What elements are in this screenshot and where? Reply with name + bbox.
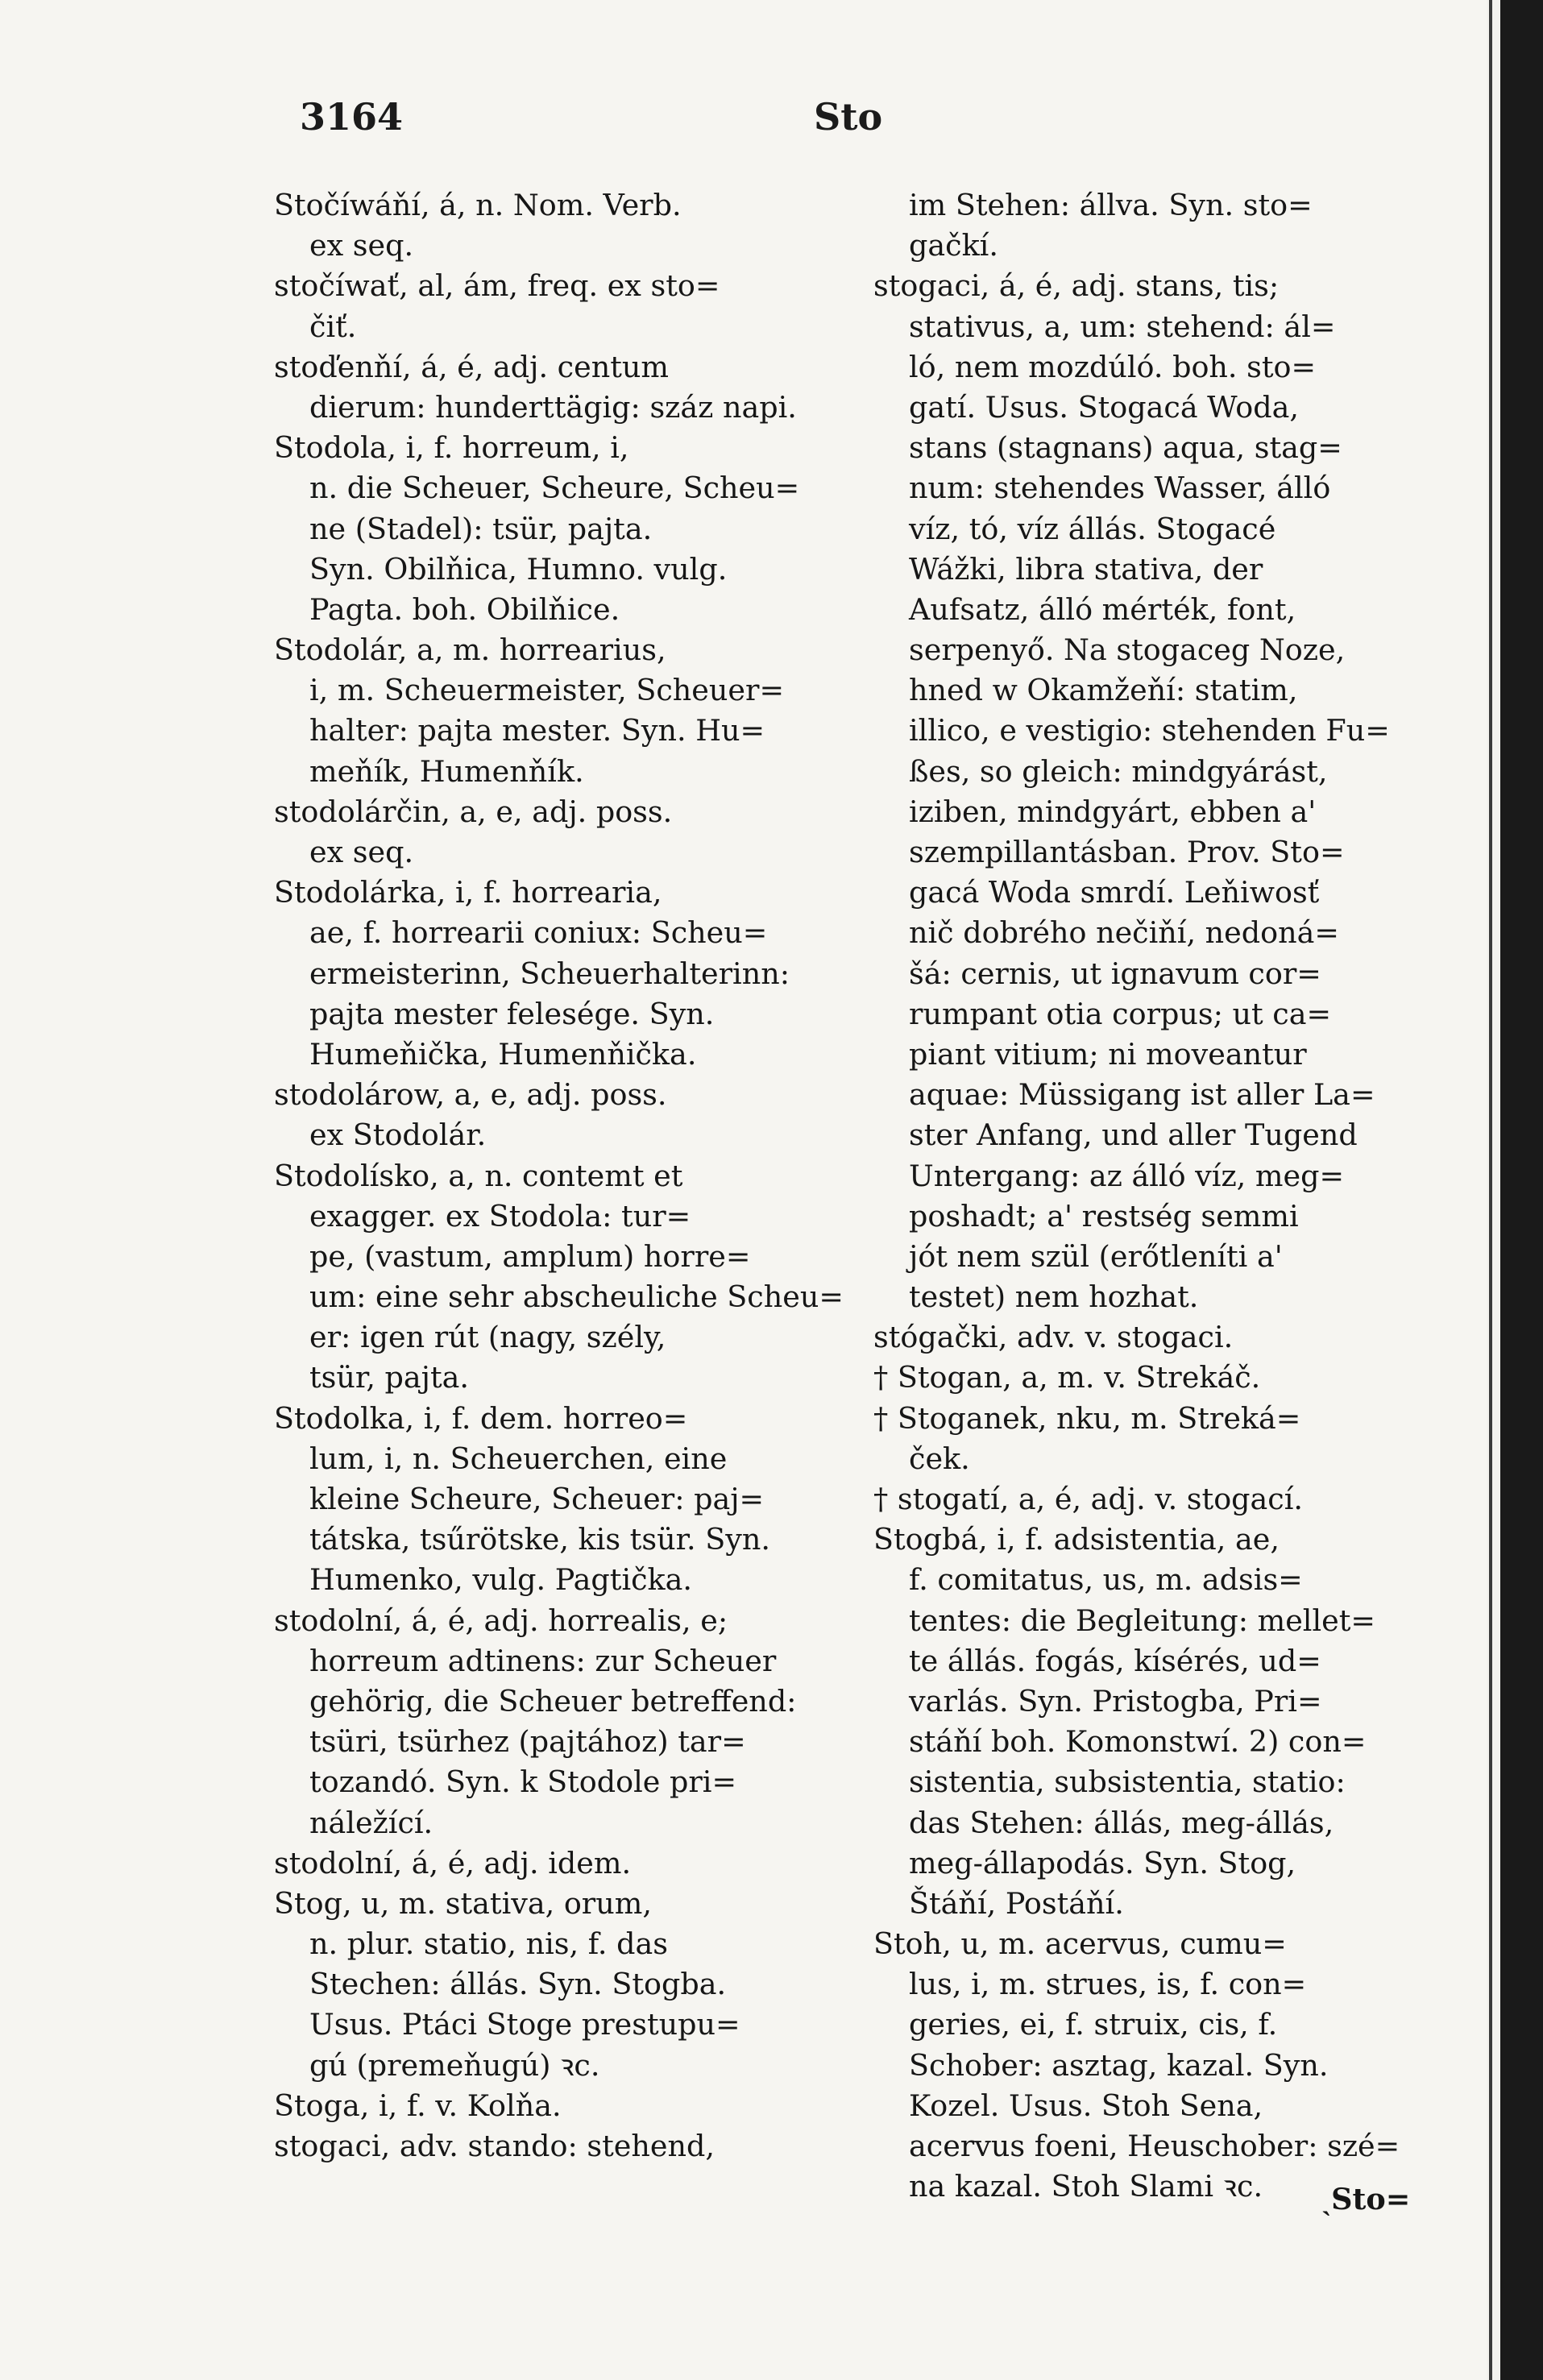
- dictionary-line: stogaci, á, é, adj. stans, tis;: [873, 268, 1280, 304]
- dictionary-line: Stočíwáňí, á, n. Nom. Verb.: [274, 188, 682, 222]
- dictionary-line: ló, nem mozdúló. boh. sto=: [909, 349, 1317, 384]
- dictionary-line: stoďenňí, á, é, adj. centum: [274, 349, 669, 384]
- dictionary-line: ex Stodolár.: [309, 1117, 487, 1153]
- dictionary-line: Wážki, libra stativa, der: [909, 551, 1263, 587]
- dictionary-line: tátska, tsűrötske, kis tsür. Syn.: [309, 1522, 770, 1557]
- dictionary-line: tozandó. Syn. k Stodole pri=: [309, 1764, 737, 1800]
- dictionary-line: aquae: Müssigang ist aller La=: [909, 1077, 1375, 1113]
- dictionary-line: čiť.: [309, 309, 357, 344]
- right-column: [873, 185, 1447, 2207]
- dictionary-line: Stechen: állás. Syn. Stogba.: [309, 1967, 727, 2002]
- dictionary-line: lum, i, n. Scheuerchen, eine: [309, 1441, 728, 1476]
- dictionary-line: gehörig, die Scheuer betreffend:: [309, 1683, 797, 1719]
- dictionary-line: i, m. Scheuermeister, Scheuer=: [309, 673, 785, 708]
- page-edge-line: [1489, 0, 1492, 2380]
- dictionary-line: ne (Stadel): tsür, pajta.: [309, 511, 653, 546]
- dictionary-line: Stodolísko, a, n. contemt et: [274, 1158, 683, 1193]
- dictionary-line: stodolní, á, é, adj. horrealis, e;: [274, 1603, 728, 1638]
- dictionary-line: pajta mester felesége. Syn.: [309, 996, 715, 1031]
- dictionary-line: piant vitium; ni moveantur: [909, 1036, 1307, 1072]
- dictionary-line: šá: cernis, ut ignavum cor=: [909, 956, 1321, 991]
- dictionary-line: Stodolárka, i, f. horrearia,: [274, 875, 662, 910]
- dictionary-line: serpenyő. Na stogaceg Noze,: [909, 632, 1346, 668]
- dictionary-line: pe, (vastum, amplum) horre=: [309, 1238, 751, 1274]
- dictionary-line: num: stehendes Wasser, álló: [909, 471, 1331, 506]
- dictionary-line: tsür, pajta.: [309, 1360, 470, 1395]
- dictionary-line: stodolní, á, é, adj. idem.: [274, 1845, 632, 1880]
- dictionary-line: gačkí.: [909, 228, 998, 263]
- dictionary-line: er: igen rút (nagy, szély,: [309, 1320, 666, 1355]
- dictionary-line: um: eine sehr abscheuliche Scheu=: [309, 1279, 844, 1315]
- dictionary-line: horreum adtinens: zur Scheuer: [309, 1643, 777, 1678]
- dictionary-line: stans (stagnans) aqua, stag=: [909, 430, 1342, 466]
- dictionary-line: stočíwať, al, ám, freq. ex sto=: [274, 268, 720, 304]
- dictionary-line: Stodolár, a, m. horrearius,: [274, 632, 666, 668]
- dictionary-line: sistentia, subsistentia, statio:: [909, 1764, 1346, 1800]
- dictionary-line: im Stehen: állva. Syn. sto=: [909, 188, 1313, 222]
- dictionary-line: ßes, so gleich: mindgyárást,: [909, 753, 1328, 789]
- dictionary-line: víz, tó, víz állás. Stogacé: [909, 511, 1276, 546]
- book-spine-edge: [1500, 0, 1543, 2380]
- dictionary-line: tentes: die Begleitung: mellet=: [909, 1603, 1376, 1638]
- dictionary-line: halter: pajta mester. Syn. Hu=: [309, 713, 765, 748]
- dictionary-line: gatí. Usus. Stogacá Woda,: [909, 389, 1299, 425]
- dictionary-line: náležící.: [309, 1805, 433, 1840]
- dictionary-line: stógački, adv. v. stogaci.: [873, 1320, 1234, 1355]
- dictionary-line: lus, i, m. strues, is, f. con=: [909, 1967, 1307, 2002]
- head-word: Sto: [814, 95, 883, 139]
- dictionary-line: stáňí boh. Komonstwí. 2) con=: [909, 1724, 1367, 1760]
- dictionary-line: Kozel. Usus. Stoh Sena,: [909, 2088, 1263, 2123]
- dictionary-line: Stog, u, m. stativa, orum,: [274, 1885, 652, 1921]
- dictionary-line: Humenko, vulg. Pagtička.: [309, 1562, 693, 1598]
- dictionary-line: acervus foeni, Heuschober: szé=: [909, 2129, 1400, 2163]
- dictionary-line: Stodolka, i, f. dem. horreo=: [274, 1400, 688, 1436]
- dictionary-line: Štáňí, Postáňí.: [909, 1885, 1124, 1921]
- dictionary-line: Stogbá, i, f. adsistentia, ae,: [873, 1522, 1280, 1557]
- dictionary-line: gú (premeňugú) ꝛc.: [309, 2047, 600, 2083]
- dictionary-line: gacá Woda smrdí. Leňiwosť: [909, 875, 1320, 910]
- dictionary-line: das Stehen: állás, meg-állás,: [909, 1805, 1334, 1840]
- dictionary-line: Pagta. boh. Obilňice.: [309, 591, 620, 627]
- dictionary-line: geries, ei, f. struix, cis, f.: [909, 2007, 1278, 2042]
- dictionary-line: Usus. Ptáci Stoge prestupu=: [309, 2007, 740, 2042]
- dictionary-line: ae, f. horrearii coniux: Scheu=: [309, 915, 768, 951]
- dictionary-line: dierum: hunderttägig: száz napi.: [309, 389, 797, 425]
- dictionary-line: † Stoganek, nku, m. Streká=: [873, 1400, 1301, 1436]
- dictionary-line: ex seq.: [309, 228, 414, 263]
- dictionary-line: Syn. Obilňica, Humno. vulg.: [309, 551, 728, 587]
- dictionary-line: poshadt; a' restség semmi: [909, 1198, 1299, 1234]
- dictionary-line: Humeňička, Humenňička.: [309, 1036, 697, 1072]
- dictionary-line: ček.: [909, 1441, 970, 1476]
- dictionary-line: szempillantásban. Prov. Sto=: [909, 835, 1345, 869]
- dictionary-line: stodolárčin, a, e, adj. poss.: [274, 794, 673, 829]
- dictionary-line: Untergang: az álló víz, meg=: [909, 1158, 1345, 1193]
- dictionary-line: jót nem szül (erőtleníti a': [909, 1238, 1283, 1274]
- dictionary-line: Stodola, i, f. horreum, i,: [274, 430, 629, 466]
- dictionary-line: † stogatí, a, é, adj. v. stogací.: [873, 1482, 1304, 1516]
- dictionary-line: Stoga, i, f. v. Kolňa.: [274, 2088, 562, 2123]
- dictionary-line: nič dobrého nečiňí, nedoná=: [909, 915, 1339, 951]
- dictionary-line: Stoh, u, m. acervus, cumu=: [873, 1926, 1287, 1962]
- catchword: ˎSto=: [1321, 2182, 1411, 2216]
- running-head: [0, 95, 1487, 143]
- dictionary-line: stogaci, adv. stando: stehend,: [274, 2129, 715, 2163]
- page-number: 3164: [300, 95, 404, 139]
- dictionary-line: stodolárow, a, e, adj. poss.: [274, 1077, 667, 1113]
- dictionary-line: f. comitatus, us, m. adsis=: [909, 1562, 1303, 1598]
- left-column: [274, 185, 856, 2166]
- dictionary-line: kleine Scheure, Scheuer: paj=: [309, 1482, 765, 1516]
- dictionary-line: meg-állapodás. Syn. Stog,: [909, 1845, 1296, 1880]
- dictionary-line: meňík, Humenňík.: [309, 753, 584, 789]
- dictionary-line: iziben, mindgyárt, ebben a': [909, 794, 1317, 829]
- dictionary-line: n. plur. statio, nis, f. das: [309, 1926, 668, 1962]
- dictionary-line: ermeisterinn, Scheuerhalterinn:: [309, 956, 790, 991]
- dictionary-line: rumpant otia corpus; ut ca=: [909, 996, 1332, 1031]
- dictionary-line: te állás. fogás, kísérés, ud=: [909, 1643, 1321, 1678]
- dictionary-line: hned w Okamžeňí: statim,: [909, 673, 1298, 708]
- dictionary-line: n. die Scheuer, Scheure, Scheu=: [309, 471, 800, 506]
- dictionary-line: tsüri, tsürhez (pajtához) tar=: [309, 1724, 746, 1760]
- dictionary-line: ex seq.: [309, 835, 414, 869]
- dictionary-line: ster Anfang, und aller Tugend: [909, 1117, 1358, 1153]
- dictionary-line: † Stogan, a, m. v. Strekáč.: [873, 1360, 1261, 1395]
- dictionary-line: varlás. Syn. Pristogba, Pri=: [909, 1683, 1322, 1719]
- dictionary-line: exagger. ex Stodola: tur=: [309, 1198, 691, 1234]
- dictionary-line: testet) nem hozhat.: [909, 1279, 1199, 1315]
- dictionary-line: na kazal. Stoh Slami ꝛc.: [909, 2169, 1263, 2204]
- dictionary-line: stativus, a, um: stehend: ál=: [909, 309, 1336, 344]
- dictionary-line: Aufsatz, álló mérték, font,: [909, 591, 1296, 627]
- dictionary-line: illico, e vestigio: stehenden Fu=: [909, 713, 1390, 748]
- dictionary-line: Schober: asztag, kazal. Syn.: [909, 2047, 1329, 2083]
